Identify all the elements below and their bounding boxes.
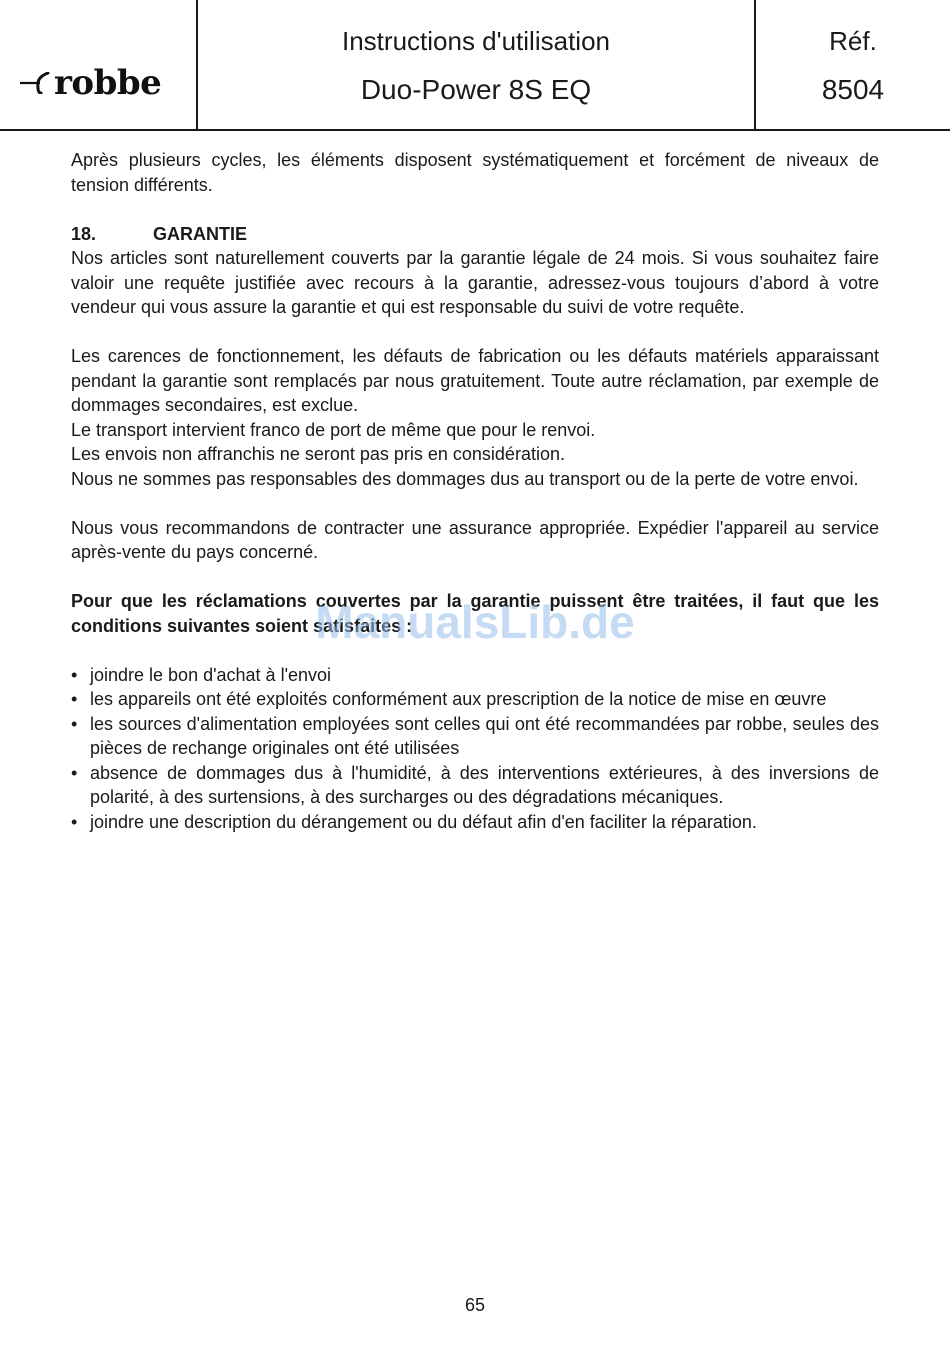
intro-paragraph: Après plusieurs cycles, les éléments disposent systématiquement et forcément de niveaux de tension différents.: [71, 150, 879, 195]
section-title: GARANTIE: [153, 223, 247, 244]
logo-text: robbe: [54, 63, 162, 103]
warranty-paragraph-2: Les carences de fonctionnement, les défauts de fabrication ou les défauts matériels apparaissant pendant la garantie sont remplacés par nous gratuitement. Toute autre réclamation, par exemple de dommages secondaires, est exclue.: [71, 346, 879, 415]
page-number: 65: [464, 1295, 486, 1315]
warranty-paragraph-3: Le transport intervient franco de port de même que pour le renvoi.: [71, 419, 596, 440]
conditions-intro: Pour que les réclamations couvertes par la garantie puissent être traitées, il faut que les conditions suivantes soient satisfaites :: [71, 591, 879, 636]
document-title: Instructions d'utilisation: [342, 26, 610, 56]
ref-label: Réf.: [829, 26, 877, 56]
warranty-paragraph-6: Nous vous recommandons de contracter une assurance appropriée. Expédier l'appareil au service après-vente du pays concerné.: [71, 517, 879, 562]
conditions-list: [71, 663, 879, 835]
warranty-paragraph-4: Les envois non affranchis ne seront pas pris en considération.: [71, 444, 565, 464]
ref-number: 8504: [821, 74, 885, 105]
product-name: Duo-Power 8S EQ: [360, 74, 592, 105]
robbe-logo: [20, 63, 162, 103]
section-number: 18.: [71, 223, 97, 244]
list-item: • absence de dommages dus à l'humidité, à des interventions extérieures, à des inversions de polarité, à des surtensions, à des surcharges ou des dégradations mécaniques.: [71, 761, 879, 810]
watermark: ManualsLib.de: [315, 596, 635, 648]
page-content: [71, 148, 879, 834]
warranty-paragraph-5: Nous ne sommes pas responsables des dommages dus au transport ou de la perte de votre envoi.: [71, 468, 859, 489]
section-heading: [71, 222, 879, 247]
list-item: • joindre le bon d'achat à l'envoi: [71, 663, 879, 688]
page-header: [0, 0, 950, 131]
list-item: • les sources d'alimentation employées sont celles qui ont été recommandées par robbe, seules des pièces de rechange originales ont été utilisées: [71, 712, 879, 761]
warranty-paragraph-1: Nos articles sont naturellement couverts par la garantie légale de 24 mois. Si vous souhaitez faire valoir une requête justifiée avec recours à la garantie, adressez-vous toujours d’abord à votre vendeur qui vous assure la garantie et qui est responsable du suivi de votre requête.: [71, 248, 879, 317]
logo-cell: [0, 0, 198, 129]
ref-cell: [756, 0, 950, 129]
robbe-logo-mark-icon: [20, 72, 50, 94]
list-item: • joindre une description du dérangement ou du défaut afin d'en faciliter la réparation.: [71, 810, 879, 835]
title-cell: [198, 0, 756, 129]
list-item: • les appareils ont été exploités conformément aux prescription de la notice de mise en œuvre: [71, 687, 879, 712]
